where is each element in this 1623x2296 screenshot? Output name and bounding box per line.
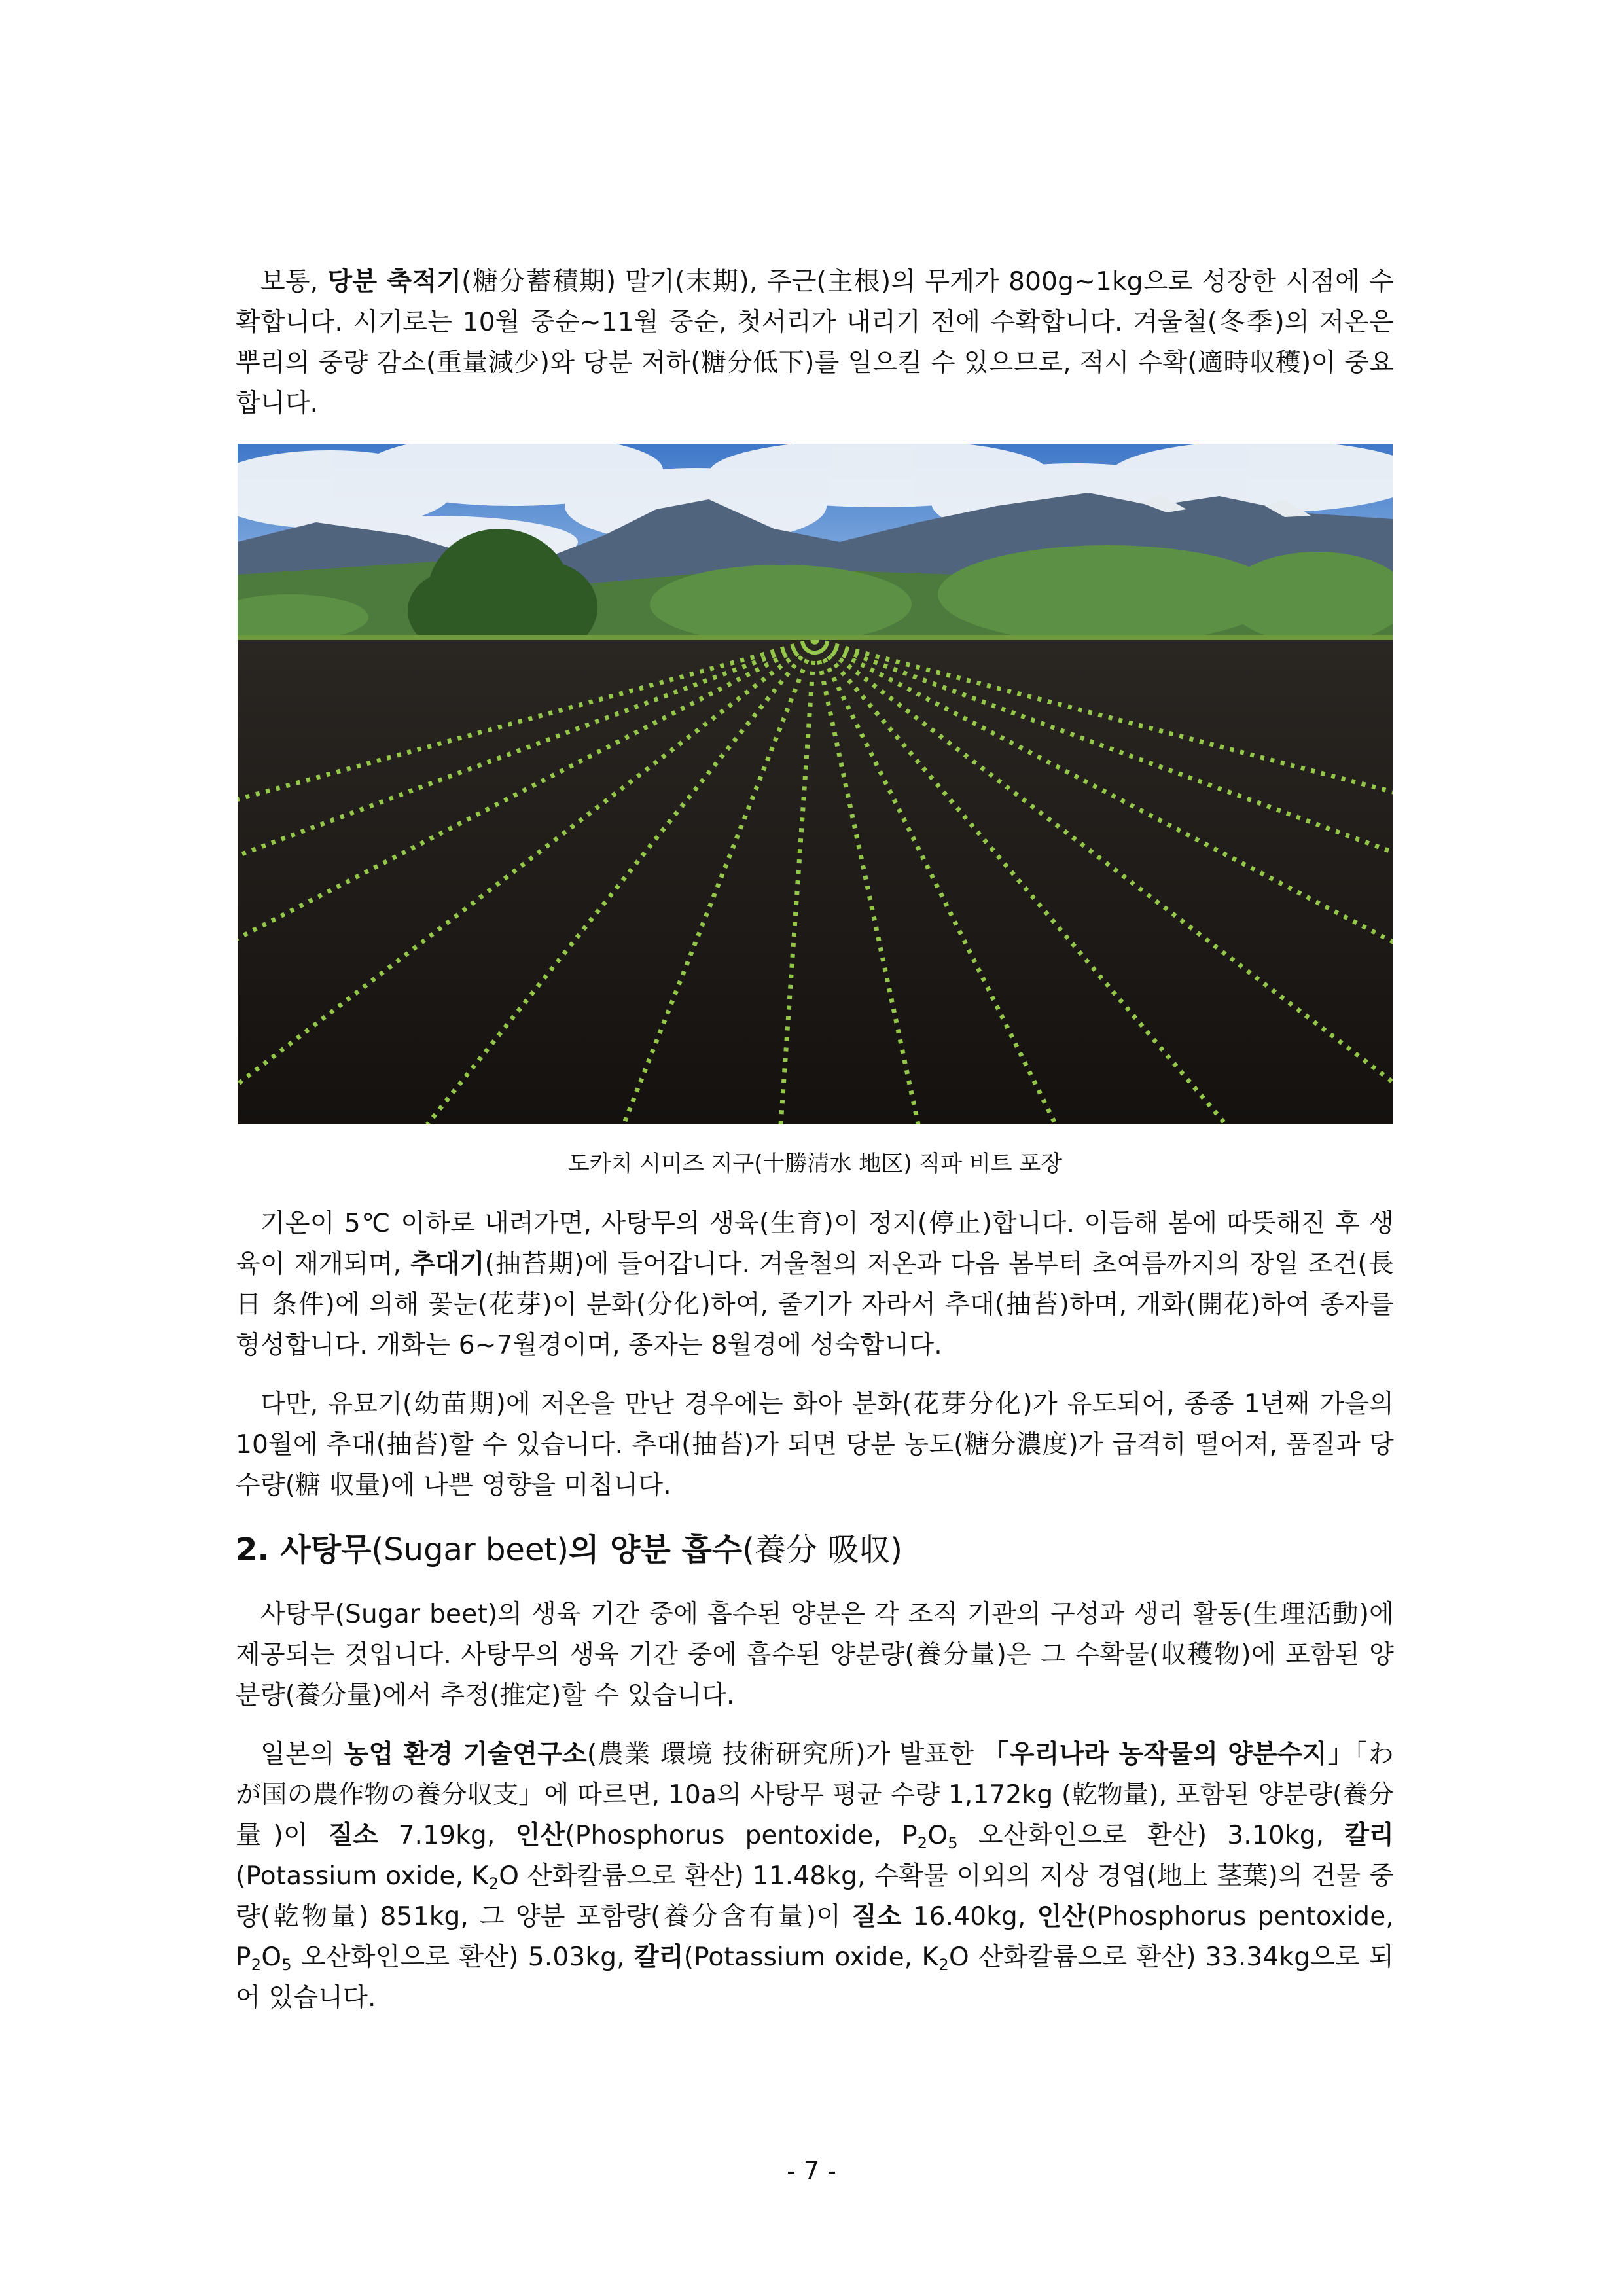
paragraph-early-bolting: 다만, 유묘기(幼苗期)에 저온을 만난 경우에는 화아 분화(花芽分化)가 유도되어, 종종 1년째 가을의 10월에 추대(抽苔)할 수 있습니다. 추대(抽苔)가 되면 당분 농도(糖分濃度)가 급격히 떨어져, 품질과 당 수량(糖 収量)에 나쁜 영향을 미칩니다. xyxy=(236,1390,1394,1500)
paragraph-bolting: 기온이 5℃ 이하로 내려가면, 사탕무의 생육(生育)이 정지(停止)합니다. 이듬해 봄에 따뜻해진 후 생육이 재개되며, 추대기(抽苔期)에 들어갑니다. 겨울철의 저온과 다음 봄부터 초여름까지의 장일 조건(長日 条件)에 의해 꽃눈(花芽)이 분화(分化)하여, 줄기가 자라서 추대(抽苔)하며, 개화(開花)하여 종자를 형성합니다. 개화는 6~7월경이며, 종자는 8월경에 성숙합니다. xyxy=(236,1209,1394,1360)
term-sugar-accumulation: 당분 축적기 xyxy=(327,267,462,296)
page-content xyxy=(236,262,1394,2037)
section-heading: 2. 사탕무(Sugar beet)의 양분 흡수(養分 吸収) xyxy=(236,1532,903,1568)
figure-caption: 도카치 시미즈 지구(十勝清水 地区) 직파 비트 포장 xyxy=(567,1151,1063,1177)
page-number: - 7 - xyxy=(787,2157,836,2185)
term-bolting-stage: 추대기 xyxy=(410,1249,485,1279)
figure xyxy=(238,444,1393,1177)
paragraph-nutrient-balance: 일본의 농업 환경 기술연구소(農業 環境 技術研究所)가 발표한 「우리나라 농작물의 양분수지」「わが国の農作物の養分収支」에 따르면, 10a의 사탕무 평균 수량 1,172kg (乾物量), 포함된 양분량(養分量)이 질소 7.19kg, 인산(Phosphorus pentoxide, $P_2O_5$ 오산화인으로 환산) 3.10kg, 칼리(Potassium oxide, $K_2O$ 산화칼륨으로 환산) 11.48kg, 수확물 이외의 지상 경엽(地上 茎葉)의 건물 중량(乾物量) 851kg, 그 양분 포함량(養分含有量)이 질소 16.40kg, 인산(Phosphorus pentoxide, $P_2O_5$ 오산화인으로 환산) 5.03kg, 칼리(Potassium oxide, $K_2O$ 산화칼륨으로 환산) 33.34kg으로 되어 있습니다. xyxy=(236,1740,1394,2013)
paragraph-nutrient-uptake: 사탕무(Sugar beet)의 생육 기간 중에 흡수된 양분은 각 조직 기관의 구성과 생리 활동(生理活動)에 제공되는 것입니다. 사탕무의 생육 기간 중에 흡수된 양분량(養分量)은 그 수확물(収穫物)에 포함된 양분량(養分量)에서 추정(推定)할 수 있습니다. xyxy=(236,1600,1395,1710)
paragraph-harvest-timing: 보통, 당분 축적기(糖分蓄積期) 말기(末期), 주근(主根)의 무게가 800g~1kg으로 성장한 시점에 수확합니다. 시기로는 10월 중순~11월 중순, 첫서리가 내리기 전에 수확합니다. 겨울철(冬季)의 저온은 뿌리의 중량 감소(重量減少)와 당분 저하(糖分低下)를 일으킬 수 있으므로, 적시 수확(適時収穫)이 중요합니다. xyxy=(236,267,1394,418)
beet-field-photo xyxy=(238,444,1393,1124)
